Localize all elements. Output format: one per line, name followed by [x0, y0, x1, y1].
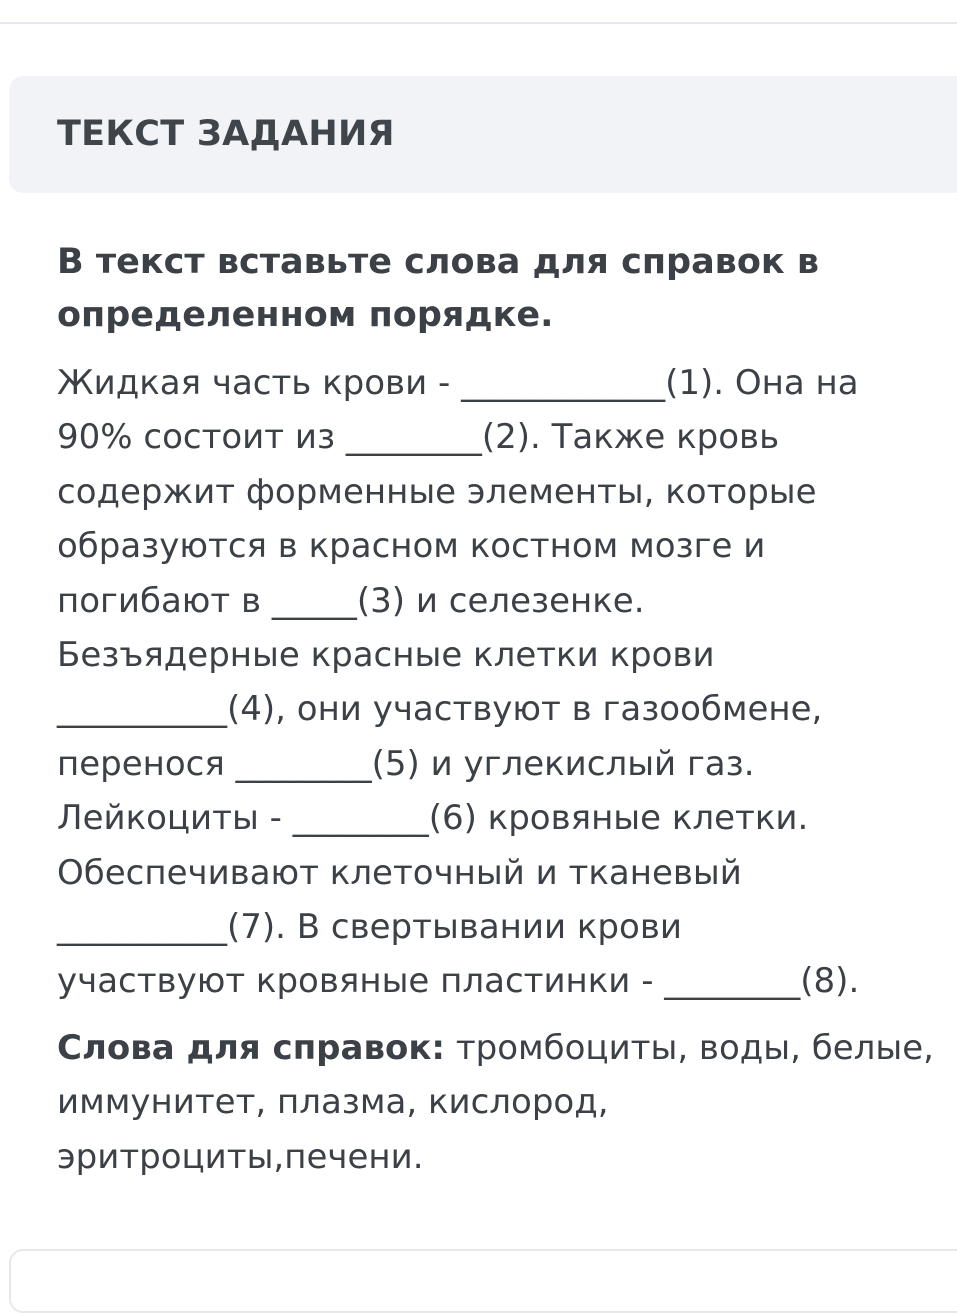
task-content: [57, 236, 937, 1184]
reference-words-paragraph: [57, 1021, 937, 1185]
top-divider: [0, 22, 957, 24]
task-body-text: Жидкая часть крови - ____________(1). Она на 90% состоит из ________(2). Также кровь содержит форменные элементы, которые образуются в красном костном мозге и погибают в _____(3) и селезенке. Безъядерные красные клетки крови __________(4), они участвуют в газообмене, перенося ________(5) и углекислый газ. Лейкоциты - ________(6) кровяные клетки. Обеспечивают клеточный и тканевый __________(7). В свертывании крови участвуют кровяные пластинки - ________(8).: [57, 363, 860, 1002]
next-section-card: [9, 1249, 957, 1313]
task-instruction: В текст вставьте слова для справок в определенном порядке.: [57, 242, 819, 335]
task-header-title: ТЕКСТ ЗАДАНИЯ: [57, 114, 395, 154]
reference-words: тромбоциты, воды, белые, иммунитет, плазма, кислород, эритроциты,печени.: [57, 1027, 934, 1177]
reference-label: Слова для справок:: [57, 1027, 446, 1068]
task-header-card: [9, 76, 957, 193]
